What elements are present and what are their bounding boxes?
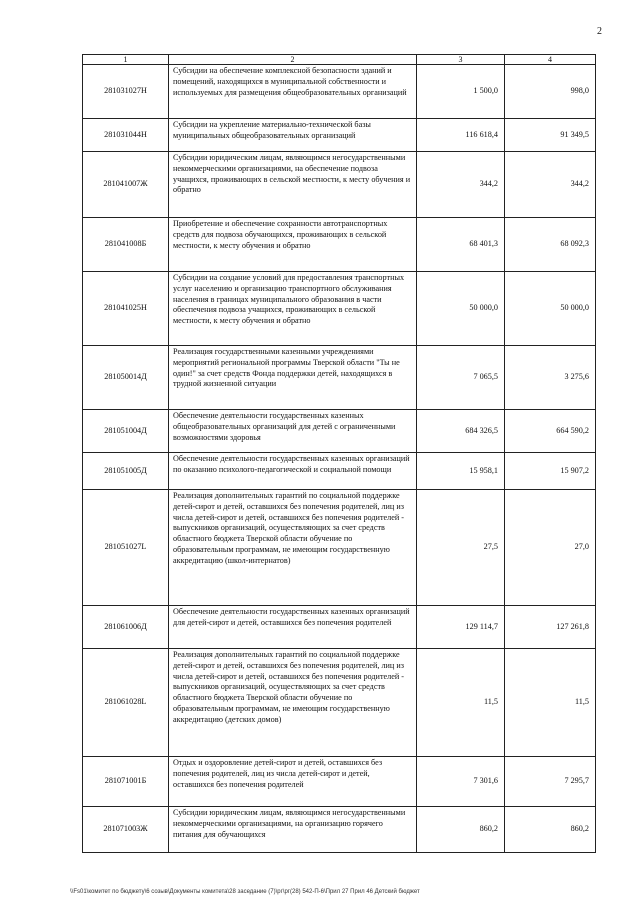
row-name: Субсидии на обеспечение комплексной безопасности зданий и помещений, находящихся в муниципальной собственности и используемых для размещения общеобразовательных организаций	[169, 65, 417, 119]
table-row	[83, 807, 596, 853]
row-name: Обеспечение деятельности государственных казенных общеобразовательных организаций для детей с ограниченными возможностями здоровья	[169, 410, 417, 453]
row-name: Субсидии юридическим лицам, являющимся негосударственными некоммерческими организациями, на организацию горячего питания для обучающихся	[169, 807, 417, 853]
row-value-col3: 15 958,1	[417, 453, 505, 490]
row-value-col3: 50 000,0	[417, 272, 505, 346]
row-value-col4: 998,0	[505, 65, 596, 119]
table-header-row	[83, 55, 596, 65]
row-name: Обеспечение деятельности государственных казенных организаций для детей-сирот и детей, оставшихся без попечения родителей	[169, 606, 417, 649]
table-row	[83, 346, 596, 410]
row-value-col3: 116 618,4	[417, 119, 505, 152]
row-value-col4: 127 261,8	[505, 606, 596, 649]
table-row	[83, 410, 596, 453]
row-code: 281061028L	[83, 649, 169, 757]
row-code: 281031044Н	[83, 119, 169, 152]
column-header-3: 3	[417, 55, 505, 65]
table-row	[83, 152, 596, 218]
row-code: 281071003Ж	[83, 807, 169, 853]
row-value-col4: 344,2	[505, 152, 596, 218]
row-name: Обеспечение деятельности государственных казенных организаций по оказанию психолого-педагогической и социальной помощи	[169, 453, 417, 490]
row-code: 281041025Н	[83, 272, 169, 346]
page-number: 2	[597, 26, 602, 37]
row-value-col3: 27,5	[417, 490, 505, 606]
row-code: 281061006Д	[83, 606, 169, 649]
row-code: 281031027Н	[83, 65, 169, 119]
row-value-col4: 27,0	[505, 490, 596, 606]
table-row	[83, 453, 596, 490]
row-value-col3: 129 114,7	[417, 606, 505, 649]
row-code: 281071001Б	[83, 757, 169, 807]
table-row	[83, 218, 596, 272]
table-row	[83, 606, 596, 649]
column-header-4: 4	[505, 55, 596, 65]
row-value-col4: 91 349,5	[505, 119, 596, 152]
row-value-col3: 11,5	[417, 649, 505, 757]
column-header-1: 1	[83, 55, 169, 65]
table-row	[83, 272, 596, 346]
row-name: Субсидии на укрепление материально-технической базы муниципальных общеобразовательных организаций	[169, 119, 417, 152]
row-value-col3: 1 500,0	[417, 65, 505, 119]
row-value-col3: 68 401,3	[417, 218, 505, 272]
row-value-col4: 664 590,2	[505, 410, 596, 453]
table-row	[83, 119, 596, 152]
row-name: Реализация дополнительных гарантий по социальной поддержке детей-сирот и детей, оставшихся без попечения родителей, лиц из числа детей-сирот и детей, оставшихся без попечения родителей - выпускников организаций, осуществляющих за счет средств областного бюджета Тверской области обучение по образовательным программам, не имеющим государственную аккредитацию (детских домов)	[169, 649, 417, 757]
row-value-col4: 50 000,0	[505, 272, 596, 346]
row-name: Приобретение и обеспечение сохранности автотранспортных средств для подвоза обучающихся, проживающих в сельской местности, к месту обучения и обратно	[169, 218, 417, 272]
file-path-footer: \\Fs01\комитет по бюджету\6 созыв\Документы комитета\28 заседание (7)\рг\рг(28) 542-П-6\Прил 27 Прил 46 Детский бюджет	[70, 889, 420, 895]
row-value-col3: 860,2	[417, 807, 505, 853]
row-code: 281051027L	[83, 490, 169, 606]
column-header-2: 2	[169, 55, 417, 65]
row-code: 281050014Д	[83, 346, 169, 410]
row-value-col4: 15 907,2	[505, 453, 596, 490]
row-code: 281041008Б	[83, 218, 169, 272]
row-code: 281051004Д	[83, 410, 169, 453]
row-value-col4: 860,2	[505, 807, 596, 853]
table-row	[83, 65, 596, 119]
row-value-col3: 684 326,5	[417, 410, 505, 453]
row-value-col4: 11,5	[505, 649, 596, 757]
row-name: Реализация дополнительных гарантий по социальной поддержке детей-сирот и детей, оставшихся без попечения родителей, лиц из числа детей-сирот и детей, оставшихся без попечения родителей - выпускников организаций, осуществляющих за счет средств областного бюджета Тверской области обучение по образовательным программам, не имеющим государственную аккредитацию (школ-интернатов)	[169, 490, 417, 606]
row-value-col4: 68 092,3	[505, 218, 596, 272]
row-value-col3: 7 301,6	[417, 757, 505, 807]
budget-table	[82, 54, 596, 853]
row-value-col3: 344,2	[417, 152, 505, 218]
row-value-col4: 3 275,6	[505, 346, 596, 410]
row-name: Субсидии юридическим лицам, являющимся негосударственными некоммерческими организациями, на обеспечение подвоза учащихся, проживающих в сельской местности, к месту обучения и обратно	[169, 152, 417, 218]
row-code: 281051005Д	[83, 453, 169, 490]
row-name: Реализация государственными казенными учреждениями мероприятий региональной программы Тверской области "Ты не один!" за счет средств Фонда поддержки детей, находящихся в трудной жизненной ситуации	[169, 346, 417, 410]
row-name: Субсидии на создание условий для предоставления транспортных услуг населению и организацию транспортного обслуживания населения в границах муниципального образования в части обеспечения подвоза учащихся, проживающих в сельской местности, к месту обучения и обратно	[169, 272, 417, 346]
table-row	[83, 757, 596, 807]
row-name: Отдых и оздоровление детей-сирот и детей, оставшихся без попечения родителей, лиц из числа детей-сирот и детей, оставшихся без попечения родителей	[169, 757, 417, 807]
row-value-col4: 7 295,7	[505, 757, 596, 807]
row-code: 281041007Ж	[83, 152, 169, 218]
table-row	[83, 490, 596, 606]
table-row	[83, 649, 596, 757]
row-value-col3: 7 065,5	[417, 346, 505, 410]
